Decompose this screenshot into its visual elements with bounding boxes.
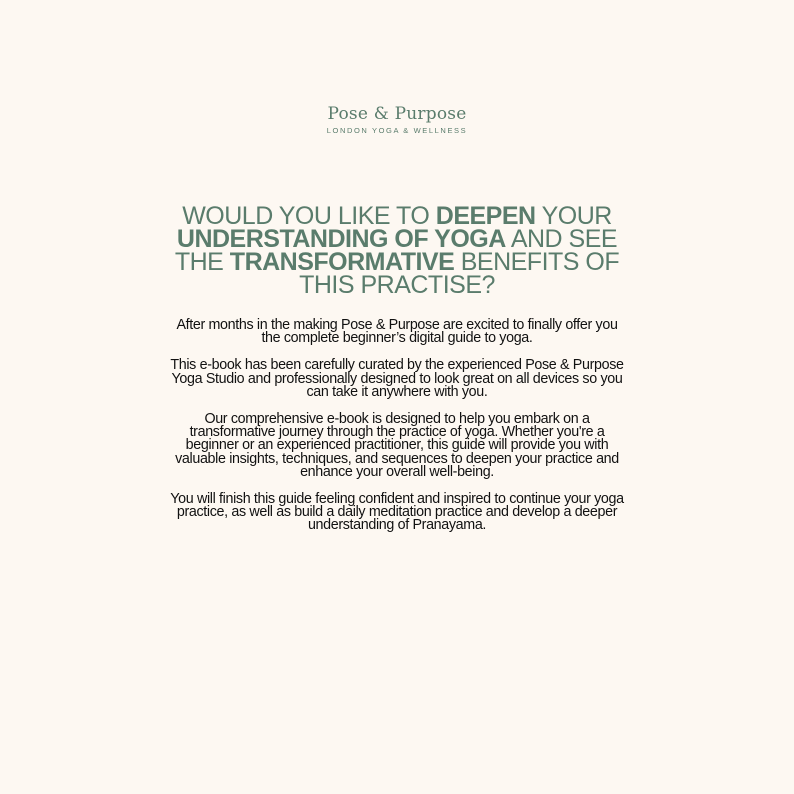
body-copy xyxy=(170,319,624,547)
brand-name: Pose & Purpose xyxy=(327,104,467,124)
brand-logo xyxy=(0,103,794,136)
headline-part: YOUR xyxy=(535,202,612,230)
headline-emphasis: TRANSFORMATIVE xyxy=(229,248,455,276)
headline-part: WOULD YOU LIKE TO xyxy=(182,202,436,230)
body-paragraph: Our comprehensive e-book is designed to help you embark on a transformative journey through the practice of yoga. Whether you're a beginner or an experienced practitioner, this guide will provide you with valuable insights, techniques, and sequences to deepen your practice and enhance your overall well-being. xyxy=(175,411,619,480)
headline-emphasis: UNDERSTANDING OF YOGA xyxy=(176,225,506,253)
headline xyxy=(150,202,644,299)
body-paragraph: This e-book has been carefully curated by the experienced Pose & Purpose Yoga Studio and professionally designed to look great on all devices so you can take it anywhere with you. xyxy=(170,357,624,400)
body-paragraph: After months in the making Pose & Purpose are excited to finally offer you the complete beginner’s digital guide to yoga. xyxy=(176,317,618,347)
headline-part: BENEFITS OF THIS PRACTISE? xyxy=(299,248,620,299)
body-paragraph: You will finish this guide feeling confident and inspired to continue your yoga practice, as well as build a daily meditation practice and develop a deeper understanding of Pranayama. xyxy=(170,491,624,534)
brand-tagline: LONDON YOGA & WELLNESS xyxy=(326,126,468,135)
headline-part: AND SEE THE xyxy=(174,225,618,276)
headline-emphasis: DEEPEN xyxy=(435,202,536,230)
